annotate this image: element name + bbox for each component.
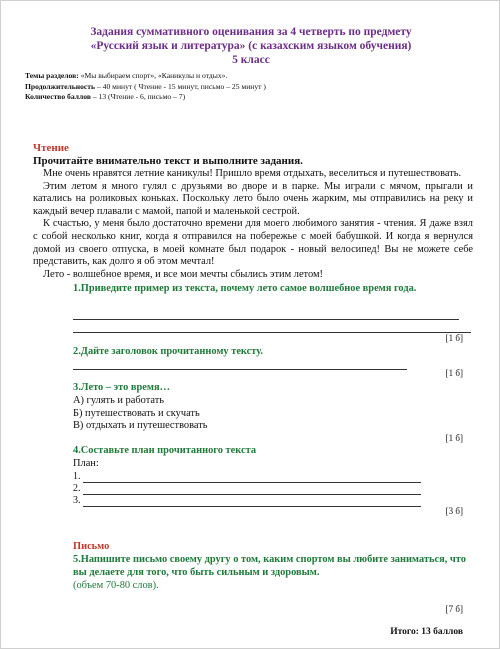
plan-line-1[interactable] — [83, 482, 421, 483]
answer-line-2[interactable] — [73, 369, 407, 370]
task-5-note: (объем 70-80 слов). — [73, 580, 159, 591]
meta-points: Количество баллов – 13 (Чтение - 6, письмо – 7) — [25, 92, 186, 101]
plan-label: План: — [73, 458, 99, 469]
plan-item-1: 1. — [73, 471, 81, 482]
paragraph-2: Этим летом я много гулял с друзьями во дворе и в парке. Мы играли с мячом, прыгали и катались на роликовых коньках. Поскольку лето было очень жарким, мы отправились на реку и каждый вечер плавали с мамой, папой и маленькой сестрой. — [33, 180, 473, 217]
plan-line-3[interactable] — [83, 506, 421, 507]
header-line-3: 5 класс — [232, 54, 270, 66]
task-4-question: 4.Составьте план прочитанного текста — [73, 445, 257, 456]
plan-line-2[interactable] — [83, 494, 421, 495]
option-a[interactable]: А) гулять и работать — [73, 395, 165, 406]
task-3-score: [1 б] — [445, 433, 463, 443]
total-score: Итого: 13 баллов — [390, 627, 463, 637]
plan-item-2: 2. — [73, 483, 81, 494]
header-line-2: «Русский язык и литература» (с казахским языком обучения) — [90, 40, 412, 52]
task-4-score: [3 б] — [445, 506, 463, 516]
reading-instruction: Прочитайте внимательно текст и выполните задания. — [33, 155, 303, 167]
meta-duration: Продолжительность – 40 минут ( Чтение - 15 минут, письмо – 25 минут ) — [25, 81, 266, 91]
task-3-question: 3.Лето – это время… — [73, 382, 170, 393]
answer-line-1a[interactable] — [73, 319, 459, 320]
writing-heading: Письмо — [73, 541, 110, 552]
reading-heading: Чтение — [33, 142, 69, 154]
plan-item-3: 3. — [73, 495, 81, 506]
task-2-question: 2.Дайте заголовок прочитанному тексту. — [73, 346, 263, 357]
option-c[interactable]: В) отдыхать и путешествовать — [73, 420, 208, 432]
task-2-score: [1 б] — [445, 368, 463, 378]
paragraph-4: Лето - волшебное время, и все мои мечты сбылись этим летом! — [43, 268, 323, 280]
task-1-question: 1.Приведите пример из текста, почему лето самое волшебное время года. — [73, 283, 417, 294]
header-line-1: Задания суммативного оценивания за 4 четверть по предмету — [90, 26, 412, 38]
task-3-options — [73, 395, 473, 433]
answer-line-1b[interactable] — [73, 332, 471, 333]
meta-info — [25, 71, 266, 103]
task-5-question: 5.Напишите письмо своему другу о том, каким спортом вы любите заниматься, что вы делаете для того, что быть сильным и здоровым. — [73, 554, 466, 578]
meta-topics: Темы разделов: «Мы выбираем спорт», «Каникулы и отдых». — [25, 71, 228, 80]
reading-text — [33, 168, 473, 281]
task-1-score: [1 б] — [445, 333, 463, 343]
option-b[interactable]: Б) путешествовать и скучать — [73, 407, 200, 419]
task-5-score: [7 б] — [445, 604, 463, 614]
paragraph-3: К счастью, у меня было достаточно времени для моего любимого занятия - чтения. Я даже взял с собой несколько книг, когда я отправился на побережье с моей бабушкой. И когда я вернулся домой из своего отпуска, в моей комнате был подарок - новый велосипед! Вы не можете себе представить, как долго я об этом мечтал! — [33, 218, 473, 268]
paragraph-1: Мне очень нравятся летние каникулы! Пришло время отдыхать, веселиться и путешествовать. — [43, 168, 462, 179]
document-header — [1, 25, 500, 67]
